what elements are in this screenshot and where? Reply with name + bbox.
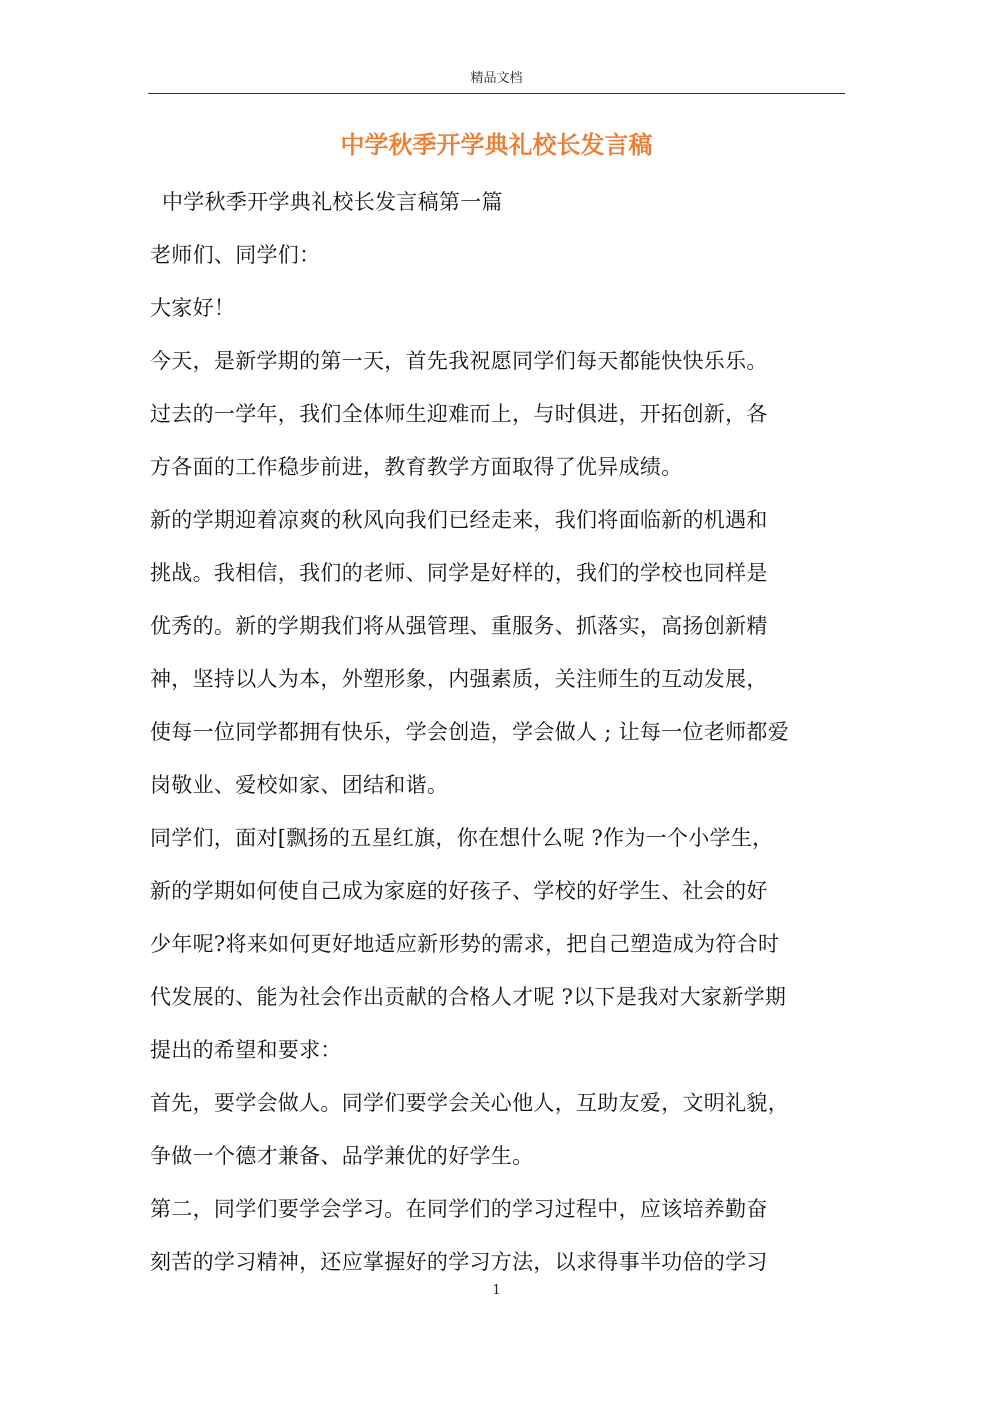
text-line: 神，坚持以人为本，外塑形象，内强素质，关注师生的互动发展， [150, 667, 768, 691]
text-line: 刻苦的学习精神，还应掌握好的学习方法，以求得事半功倍的学习 [150, 1250, 768, 1274]
text-line: 第二，同学们要学会学习。在同学们的学习过程中，应该培养勤奋 [150, 1197, 768, 1221]
text-line: 老师们、同学们： [150, 243, 321, 267]
text-line: 岗敬业、爱校如家、团结和谐。 [150, 773, 449, 797]
text-line: 优秀的。新的学期我们将从强管理、重服务、抓落实，高扬创新精 [150, 614, 768, 638]
text-line: 挑战。我相信，我们的老师、同学是好样的，我们的学校也同样是 [150, 561, 768, 585]
section-heading: 中学秋季开学典礼校长发言稿第一篇 [162, 190, 503, 214]
page-header: 精品文档 [470, 71, 523, 86]
text-line: 少年呢?将来如何更好地适应新形势的需求，把自己塑造成为符合时 [150, 932, 780, 956]
text-line: 方各面的工作稳步前进，教育教学方面取得了优异成绩。 [150, 455, 683, 479]
text-line: 争做一个德才兼备、品学兼优的好学生。 [150, 1144, 534, 1168]
text-line: 同学们，面对[飘扬的五星红旗，你在想什么呢 ?作为一个小学生， [150, 826, 774, 850]
text-line: 代发展的、能为社会作出贡献的合格人才呢 ?以下是我对大家新学期 [150, 985, 787, 1009]
document-title: 中学秋季开学典礼校长发言稿 [340, 130, 653, 159]
text-line: 大家好！ [150, 296, 236, 320]
text-line: 首先，要学会做人。同学们要学会关心他人，互助友爱，文明礼貌， [150, 1091, 789, 1115]
text-line: 使每一位同学都拥有快乐，学会创造，学会做人 ; 让每一位老师都爱 [150, 720, 790, 744]
text-line: 提出的希望和要求： [150, 1038, 342, 1062]
text-line: 新的学期迎着凉爽的秋风向我们已经走来，我们将面临新的机遇和 [150, 508, 768, 532]
text-line: 过去的一学年，我们全体师生迎难而上，与时俱进，开拓创新，各 [150, 402, 768, 426]
header-divider [148, 93, 845, 94]
text-line: 新的学期如何使自己成为家庭的好孩子、学校的好学生、社会的好 [150, 879, 768, 903]
document-body [150, 176, 850, 1289]
page-number: 1 [492, 1283, 501, 1298]
text-line: 今天，是新学期的第一天，首先我祝愿同学们每天都能快快乐乐。 [150, 349, 768, 373]
